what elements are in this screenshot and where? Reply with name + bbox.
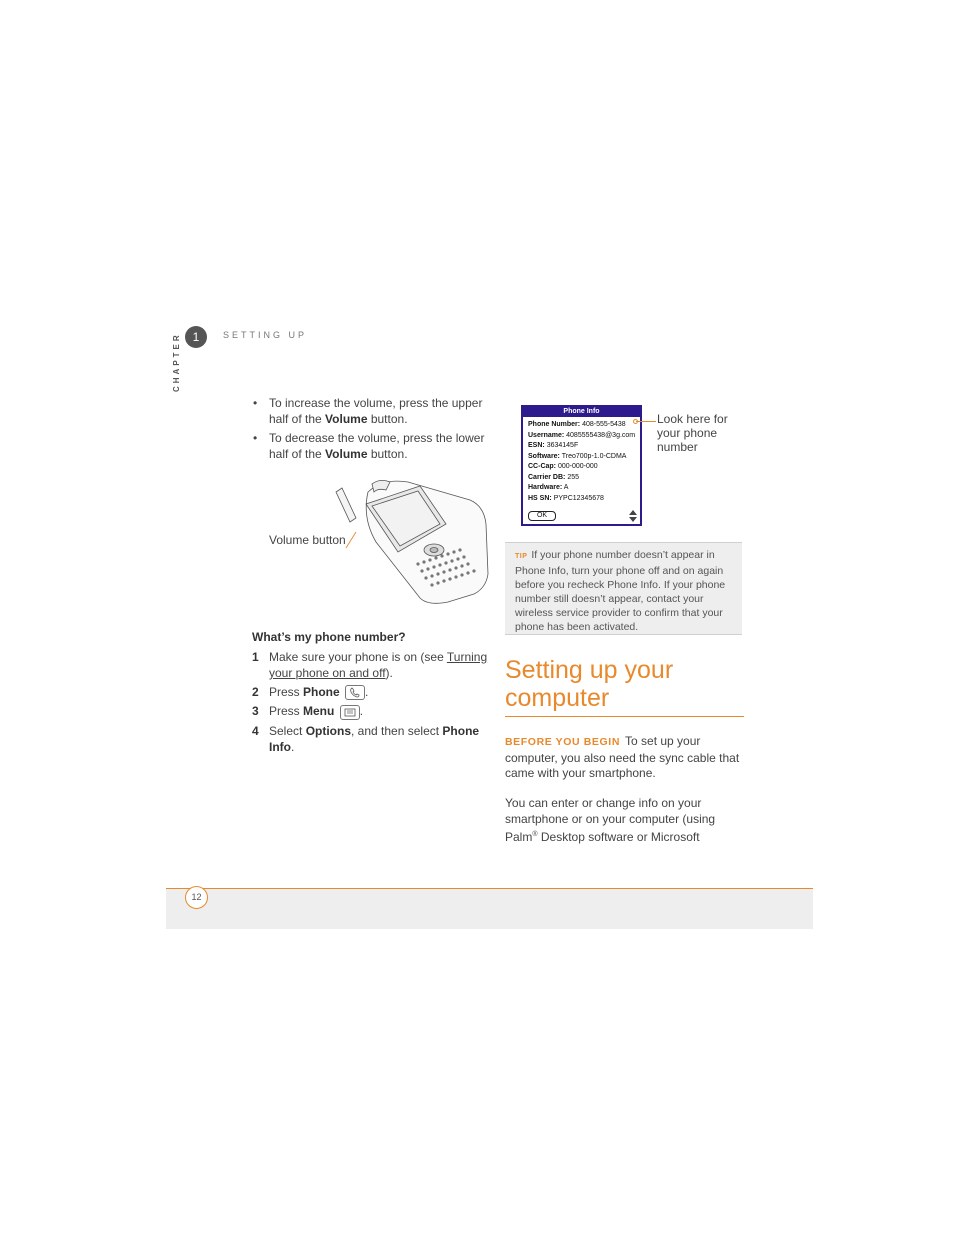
- smartphone-illustration: [328, 472, 490, 607]
- phone-info-row: Phone Number: 408-555-5438: [528, 421, 626, 428]
- phone-info-row: ESN: 3634145F: [528, 442, 579, 449]
- phone-info-row: Carrier DB: 255: [528, 473, 579, 481]
- scroll-arrows-icon[interactable]: [629, 510, 637, 522]
- tip-box: [505, 542, 742, 635]
- list-item: • To decrease the volume, press the lower half of the Volume button.: [252, 430, 492, 462]
- phone-number-heading: What’s my phone number?: [252, 630, 406, 644]
- section-divider: [505, 716, 744, 717]
- menu-key-icon: [340, 705, 360, 720]
- volume-button-label: Volume button: [269, 533, 346, 547]
- phone-number-steps: [252, 649, 492, 758]
- phone-number-callout: Look here for your phone number: [657, 412, 728, 454]
- tip-label: TIP: [515, 553, 528, 560]
- phone-info-screen: [521, 405, 642, 526]
- list-item: 3 Press Menu .: [252, 704, 364, 719]
- phone-info-row: Username: 4085555438@3g.com: [528, 431, 636, 439]
- callout-line: [636, 421, 656, 422]
- ok-button[interactable]: OK: [528, 511, 556, 521]
- phone-info-row: CC-Cap: 000-000-000: [528, 463, 598, 470]
- chapter-vertical-label: CHAPTER: [172, 332, 181, 392]
- list-item: • To increase the volume, press the upper half of the Volume button.: [252, 395, 492, 427]
- chapter-title: SETTING UP: [223, 330, 308, 340]
- list-item: 2 Press Phone .: [252, 685, 369, 699]
- turning-phone-on-link[interactable]: Turning your phone on and off: [269, 650, 488, 680]
- phone-info-row: Hardware: A: [528, 484, 569, 491]
- page-number: 12: [185, 886, 208, 909]
- volume-bullet-list: [252, 395, 492, 465]
- phone-info-row: HS SN: PYPC12345678: [528, 494, 604, 502]
- footer-band: [166, 888, 813, 929]
- phone-info-row: Software: Treo700p-1.0-CDMA: [528, 452, 627, 460]
- list-item: 4 Select Options, and then select Phone Info.: [252, 723, 480, 754]
- phone-info-title: Phone Info: [523, 407, 640, 417]
- section-title: Setting up your computer: [505, 656, 674, 712]
- phone-key-icon: [345, 685, 365, 700]
- before-you-begin-paragraph: BEFORE YOU BEGIN To set up your computer, you also need the sync cable that came with your smartphone.: [505, 734, 740, 780]
- tip-text: If your phone number doesn’t appear in Phone Info, turn your phone off and on again before you recheck Phone Info. If your phone number still doesn’t appear, contact your wireless service provider to confirm that your phone has been activated.: [515, 549, 726, 633]
- before-you-begin-label: BEFORE YOU BEGIN: [505, 736, 621, 748]
- list-item: 1 Make sure your phone is on (see Turning your phone on and off).: [252, 650, 488, 680]
- body-paragraph: You can enter or change info on your smartphone or on your computer (using Palm® Desktop software or Microsoft: [505, 796, 716, 844]
- chapter-number-badge: 1: [185, 326, 207, 348]
